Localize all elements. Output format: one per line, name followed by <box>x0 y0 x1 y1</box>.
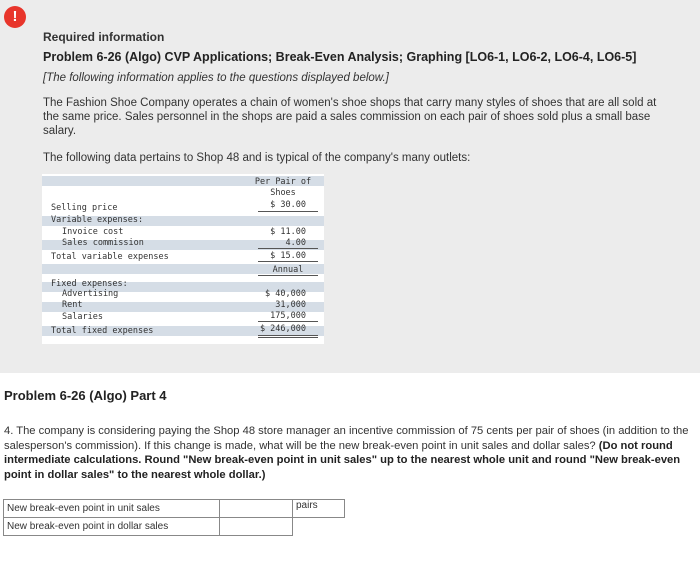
dollar-sales-cell <box>220 518 293 536</box>
answer-row-unit-sales <box>4 500 345 518</box>
advertising-value: $ 40,000 <box>265 289 306 299</box>
sales-commission-value: 4.00 <box>285 238 306 248</box>
problem-title: Problem 6-26 (Algo) CVP Applications; Break-Even Analysis; Graphing [LO6-1, LO6-2, LO6-4, LO6-5] <box>43 50 637 64</box>
answer-row-dollar-sales <box>4 518 345 536</box>
question-text <box>4 424 694 482</box>
question-body: 4. The company is considering paying the Shop 48 store manager an incentive commission of 75 cents per pair of shoes (in addition to the salesperson's commission). If this change is made, what will be the new break-even point in unit sales and dollar sales? <box>4 425 689 452</box>
rule <box>258 248 318 249</box>
variable-expenses-label: Variable expenses: <box>51 215 144 225</box>
unit-sales-input[interactable] <box>222 501 292 516</box>
annual-header: Annual <box>272 265 304 275</box>
invoice-cost-label: Invoice cost <box>62 227 124 237</box>
unit-sales-unit: pairs <box>293 500 345 518</box>
rule <box>258 211 318 212</box>
rent-label: Rent <box>62 300 83 310</box>
selling-price-label: Selling price <box>51 203 118 213</box>
shoes-header: Shoes <box>270 188 296 198</box>
rule <box>258 337 318 338</box>
question-instructions: (Do not round intermediate calculations. Round "New break-even point in unit sales" up to the nearest whole unit and round "New break-even point in dollar sales" to the nearest whole dollar.) <box>4 439 681 481</box>
unit-sales-cell <box>220 500 293 518</box>
part-title: Problem 6-26 (Algo) Part 4 <box>4 388 167 403</box>
info-note: [The following information applies to the questions displayed below.] <box>43 72 389 84</box>
sales-commission-label: Sales commission <box>62 238 144 248</box>
rule <box>258 275 318 276</box>
total-fixed-value: $ 246,000 <box>259 324 306 334</box>
dollar-sales-label: New break-even point in dollar sales <box>4 518 220 536</box>
company-description: The Fashion Shoe Company operates a chain of women's shoe shops that carry many styles of shoes that are all sold at the same price. Sales personnel in the shops are paid a sales commission on each pair of shoes sold plus a small base salary. <box>43 97 657 137</box>
dollar-sales-input[interactable] <box>222 519 292 534</box>
advertising-label: Advertising <box>62 289 119 299</box>
selling-price-value: $ 30.00 <box>270 200 306 210</box>
rent-value: 31,000 <box>275 300 306 310</box>
per-pair-header: Per Pair of <box>254 177 312 187</box>
unit-sales-label: New break-even point in unit sales <box>4 500 220 518</box>
total-fixed-label: Total fixed expenses <box>51 326 154 336</box>
alert-icon: ! <box>4 6 26 28</box>
total-variable-value: $ 15.00 <box>270 251 306 261</box>
fixed-expenses-label: Fixed expenses: <box>51 279 128 289</box>
salaries-label: Salaries <box>62 312 103 322</box>
total-variable-label: Total variable expenses <box>51 252 169 262</box>
salaries-value: 175,000 <box>270 311 306 321</box>
required-info-heading: Required information <box>43 30 165 44</box>
invoice-cost-value: $ 11.00 <box>270 227 306 237</box>
answer-table <box>3 499 345 536</box>
rule <box>258 261 318 262</box>
data-intro: The following data pertains to Shop 48 and is typical of the company's many outlets: <box>43 152 471 164</box>
shop-data-table <box>42 174 324 344</box>
rule <box>258 335 318 336</box>
rule <box>258 321 318 322</box>
empty-cell <box>293 518 345 536</box>
